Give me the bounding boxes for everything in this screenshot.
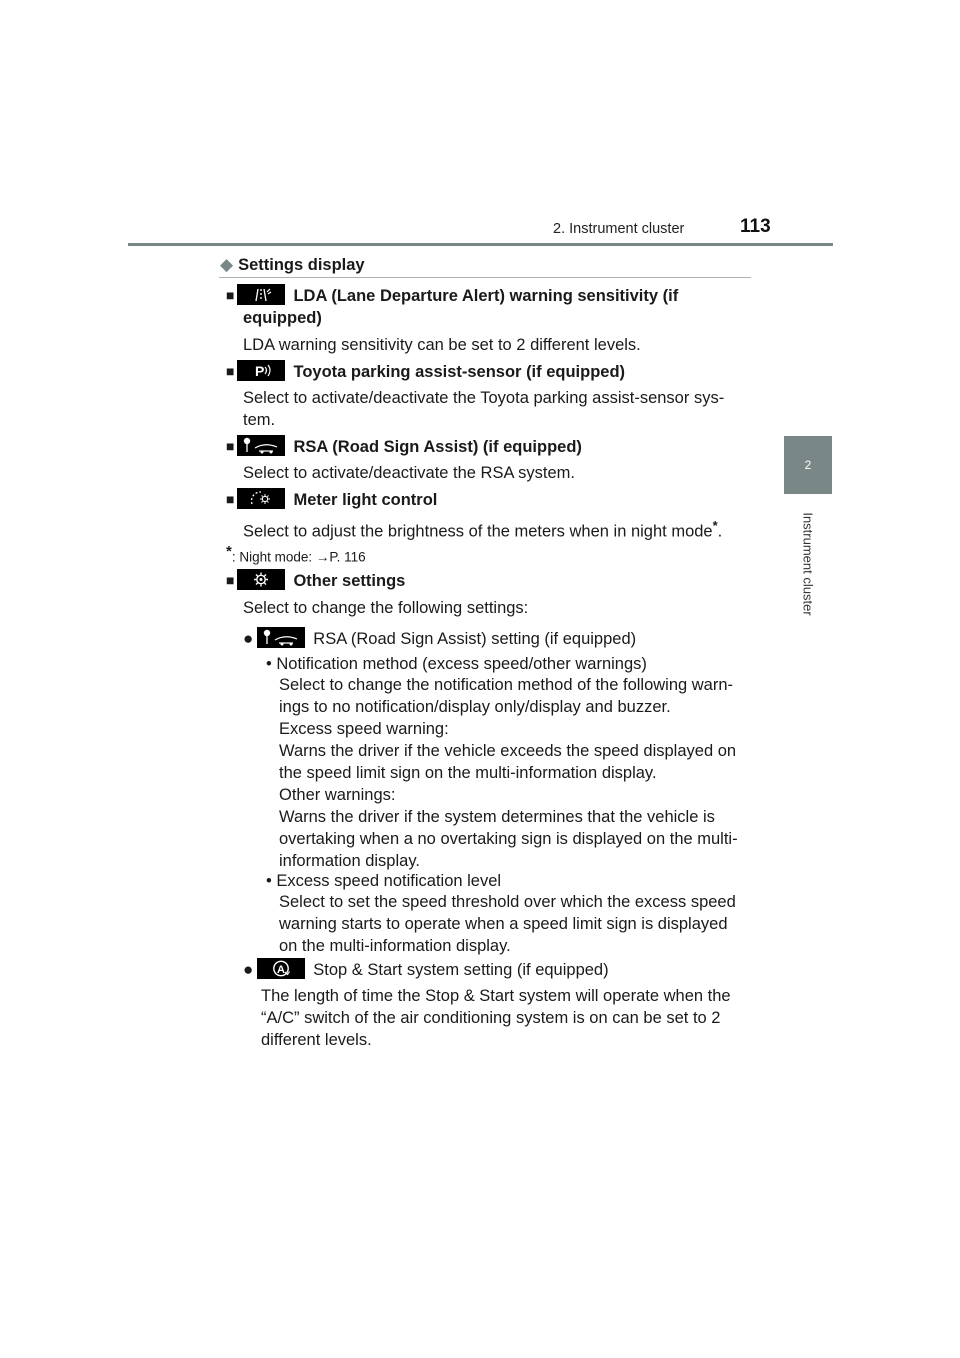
- stop-start-heading: [243, 959, 609, 981]
- lda-icon: [237, 284, 285, 305]
- footnote-text: : Night mode:: [231, 549, 316, 565]
- subheading-rule: [219, 277, 751, 278]
- svg-text:A: A: [277, 964, 286, 977]
- other-body: Select to change the following settings:: [243, 599, 529, 617]
- meter-period: .: [717, 522, 723, 541]
- detail-line: ings to no notification/display only/display and buzzer.: [279, 698, 671, 716]
- road-sign-icon: [257, 627, 305, 648]
- other-title: Other settings: [293, 572, 406, 590]
- meter-heading: [226, 489, 437, 511]
- detail-line: Excess speed warning:: [279, 720, 449, 738]
- page-number: 113: [740, 216, 771, 237]
- detail-line: warning starts to operate when a speed limit sign is displayed: [279, 915, 728, 933]
- svg-text:P: P: [255, 363, 265, 380]
- notification-method-details: [279, 674, 746, 872]
- stop-start-icon: [257, 958, 305, 979]
- detail-line: different levels.: [261, 1031, 372, 1049]
- meter-light-icon: [237, 488, 285, 509]
- stop-start-details: [261, 985, 746, 1051]
- footnote-ref[interactable]: P. 116: [329, 549, 366, 565]
- detail-line: overtaking when a no overtaking sign is displayed on the multi-: [279, 830, 738, 848]
- side-tab-number: 2: [784, 436, 832, 494]
- rsa-setting-title: RSA (Road Sign Assist) setting (if equipped): [313, 630, 637, 648]
- subheading-text: Settings display: [238, 256, 365, 274]
- detail-line: Select to set the speed threshold over which the excess speed: [279, 893, 736, 911]
- detail-line: information display.: [279, 852, 420, 870]
- rsa-title: RSA (Road Sign Assist) (if equipped): [293, 438, 582, 456]
- diamond-icon: ◆: [220, 255, 234, 274]
- detail-line: on the multi-information display.: [279, 937, 511, 955]
- gear-icon: [237, 569, 285, 590]
- meter-body-text: Select to adjust the brightness of the meters when in night mode: [243, 522, 713, 541]
- parking-sensor-icon: [237, 360, 285, 381]
- square-bullet-icon: ■: [226, 438, 235, 454]
- rsa-setting-heading: [243, 628, 636, 650]
- excess-speed-level-details: [279, 891, 746, 957]
- detail-line: Other warnings:: [279, 786, 396, 804]
- lda-heading: [226, 285, 746, 307]
- detail-line: Warns the driver if the system determines that the vehicle is: [279, 808, 715, 826]
- header-rule: [128, 243, 833, 246]
- excess-speed-level-item: • Excess speed notification level: [266, 872, 502, 890]
- section-title: 2. Instrument cluster: [553, 221, 685, 237]
- lda-title-line2: equipped): [243, 309, 322, 327]
- side-tab-label-text: Instrument cluster: [800, 512, 816, 616]
- footnote: [226, 543, 366, 565]
- meter-title: Meter light control: [293, 491, 438, 509]
- stop-start-title: Stop & Start system setting (if equipped): [313, 961, 609, 979]
- round-bullet-icon: ●: [243, 629, 254, 648]
- lda-body: LDA warning sensitivity can be set to 2 different levels.: [243, 336, 641, 354]
- detail-line: Select to change the notification method of the following warn-: [279, 676, 734, 694]
- parking-body-line2: tem.: [243, 411, 276, 429]
- square-bullet-icon: ■: [226, 491, 235, 507]
- square-bullet-icon: ■: [226, 572, 235, 588]
- meter-body: [243, 515, 722, 543]
- rsa-body: Select to activate/deactivate the RSA system.: [243, 464, 575, 482]
- other-heading: [226, 570, 405, 592]
- footnote-mark: *: [226, 543, 232, 560]
- parking-body-line1: Select to activate/deactivate the Toyota parking assist-sensor sys-: [243, 389, 725, 407]
- road-sign-icon: [237, 435, 285, 456]
- detail-line: Warns the driver if the vehicle exceeds the speed displayed on: [279, 742, 737, 760]
- detail-line: “A/C” switch of the air conditioning system is on can be set to 2: [261, 1009, 721, 1027]
- meter-asterisk: *: [712, 518, 718, 533]
- side-tab-label: [796, 505, 820, 623]
- square-bullet-icon: ■: [226, 287, 235, 303]
- detail-line: the speed limit sign on the multi-information display.: [279, 764, 657, 782]
- lda-title-line1: LDA (Lane Departure Alert) warning sensitivity (if: [293, 287, 679, 305]
- subheading: [220, 255, 365, 275]
- notification-method-item: • Notification method (excess speed/other warnings): [266, 655, 647, 673]
- arrow-icon: →: [315, 549, 330, 565]
- square-bullet-icon: ■: [226, 363, 235, 379]
- round-bullet-icon: ●: [243, 960, 254, 979]
- parking-heading: [226, 361, 625, 383]
- detail-line: The length of time the Stop & Start system will operate when the: [261, 987, 731, 1005]
- rsa-heading: [226, 436, 582, 458]
- parking-title: Toyota parking assist-sensor (if equipped): [293, 363, 626, 381]
